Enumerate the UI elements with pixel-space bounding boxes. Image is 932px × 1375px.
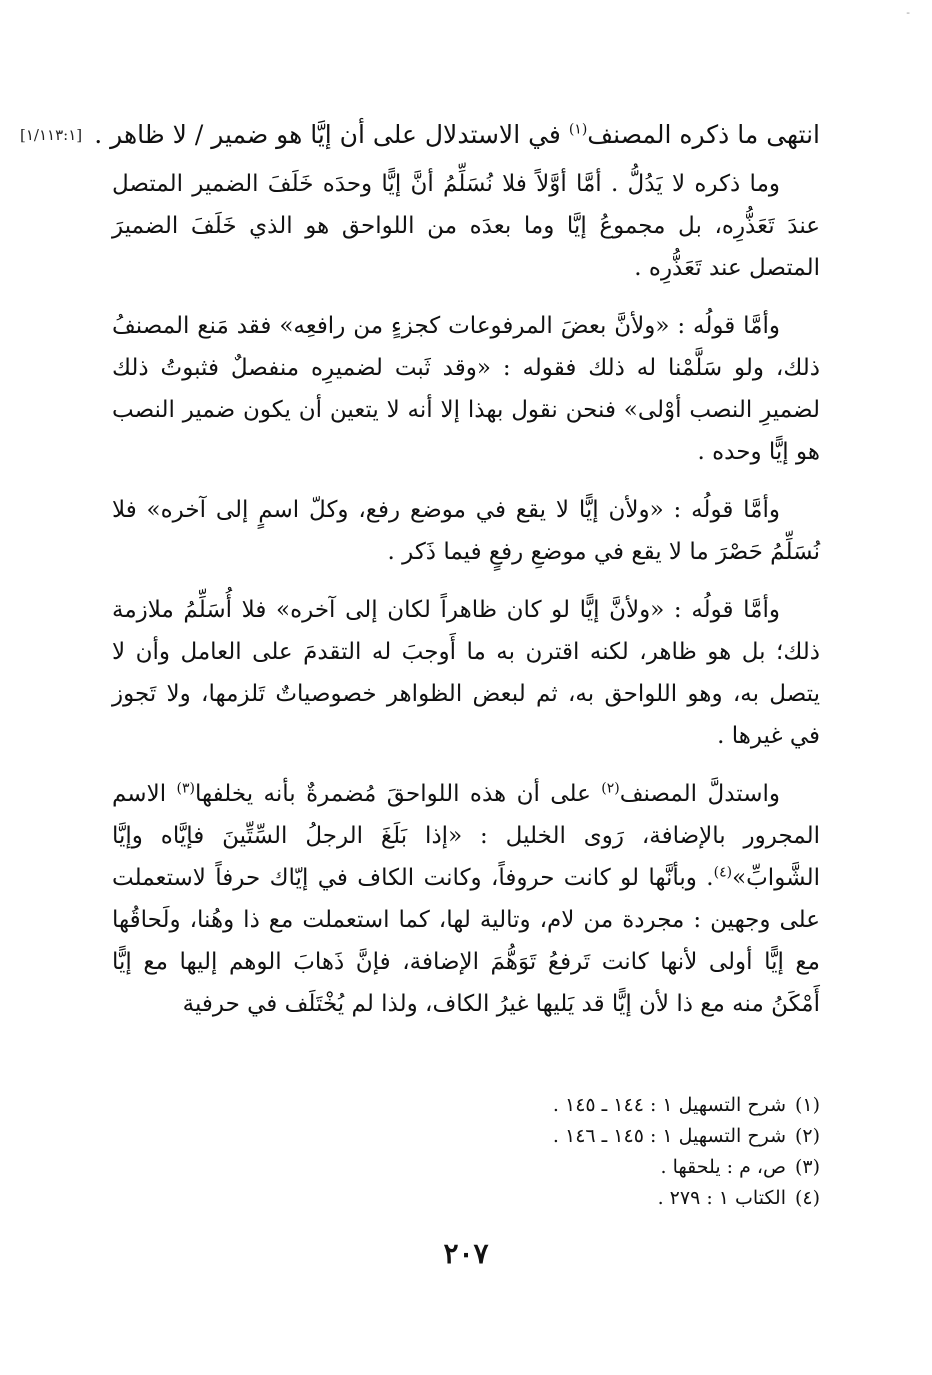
footnote-3 [112, 1152, 820, 1183]
paragraph-1: وما ذكره لا يَدُلُّ . أمَّا أوَّلاً فلا نُسَلِّمُ أنَّ إيًّا وحدَه خَلَفَ الضمير المتصل عندَ تَعَذُّرِه، بل مجموعُ إيَّا وما بعدَه من اللواحق هو الذي خَلَفَ الضميرَ المتصل عند تَعَذُّرِه . [112, 171, 820, 281]
footnote-text: الكتاب ١ : ٢٧٩ . [657, 1187, 786, 1209]
corner-mark: - [906, 6, 910, 19]
page-number: ٢٠٧ [443, 1237, 489, 1270]
footnote-number: (٤) [794, 1187, 820, 1209]
footnote-ref-2[interactable]: (٢) [601, 780, 620, 797]
footnotes [112, 1090, 820, 1214]
margin-manuscript-ref: [١/١١٣:١] [20, 126, 83, 144]
footnote-ref-1[interactable]: (١) [568, 121, 588, 138]
footnote-4 [112, 1183, 820, 1214]
paragraph-5-text-d: . وبأنَّها لو كانت حروفاً، وكانت الكاف في إيّاك حرفاً لاستعملت على وجهين : مجردة من لام، وتالية لها، كما استعملت مع ذا وهُنا، ولَحاقُها مع إيًّا أولى لأنها كانت تَرفعُ تَوَهُّمَ الإضافة، فإنَّ ذَهابَ الوهم إليها مع إيًّا أَمْكَنُ منه مع ذا لأن إيًّا قد يَليها غيرُ الكاف، ولذا لم يُخْتَلَف في حرفية [112, 865, 820, 1017]
paragraph-5-text-a: واستدلَّ المصنف [619, 781, 780, 807]
footnote-ref-3[interactable]: (٣) [176, 780, 195, 797]
opening-text: انتهى ما ذكره المصنف [587, 120, 820, 149]
footnote-2 [112, 1121, 820, 1152]
paragraph-4: وأمَّا قولُه : «ولأنَّ إيًّا لو كان ظاهراً لكان إلى آخره» فلا أُسَلِّمُ ملازمة ذلك؛ بل هو ظاهر، لكنه اقترن به ما أَوجبَ له التقدمَ على العامل وأن لا يتصل به، وهو اللواحق به، ثم لبعض الظواهر خصوصياتٌ تَلزمها، ولا تَجوز في غيرها . [112, 597, 820, 749]
footnote-text: شرح التسهيل ١ : ١٤٥ ـ ١٤٦ . [552, 1125, 786, 1147]
paragraph-5-text-b: على أن هذه اللواحقَ مُضمرةٌ بأنه يخلفها [194, 781, 602, 807]
footnote-ref-4[interactable]: (٤) [713, 864, 733, 881]
opening-text-cont: في الاستدلال على أن إيَّا هو ضمير / لا ظاهر . [94, 120, 569, 149]
opening-line [20, 112, 820, 158]
paragraph-2: وأمَّا قولُه : «ولأنَّ بعضَ المرفوعات كجزءٍ من رافعِه» فقد مَنع المصنفُ ذلك، ولو سَلَّمْنا له ذلك فقوله : «وقد ثَبت لضميرِه منفصلٌ فثبوتُ ذلك لضميرِ النصب أوْلى» فنحن نقول بهذا إلا أنه لا يتعين أن يكون ضمير النصب هو إيًّا وحده . [112, 313, 820, 465]
opening-line-text [94, 112, 820, 158]
paragraph-3: وأمَّا قولُه : «ولأن إيًّا لا يقع في موضع رفع، وكلّ اسمٍ إلى آخره» فلا نُسَلِّمُ حَصْرَ ما لا يقع في موضعِ رفعٍ فيما ذَكر . [112, 497, 820, 565]
paragraph-5 [112, 773, 820, 1025]
footnote-1 [112, 1090, 820, 1121]
footnote-number: (١) [794, 1094, 820, 1116]
footnote-text: شرح التسهيل ١ : ١٤٤ ـ ١٤٥ . [552, 1094, 786, 1116]
footnote-number: (٢) [794, 1125, 820, 1147]
footnote-number: (٣) [794, 1156, 820, 1178]
footnote-text: ص، م : يلحقها . [660, 1156, 786, 1178]
paragraph-5-text-c: الاسم المجرور بالإضافة، رَوى الخليل : «إذا بَلَغَ الرجلُ السِّتِّينَ فإيَّاه وإيَّا الشَّوابِّ» [112, 781, 820, 891]
main-text [112, 163, 820, 1025]
